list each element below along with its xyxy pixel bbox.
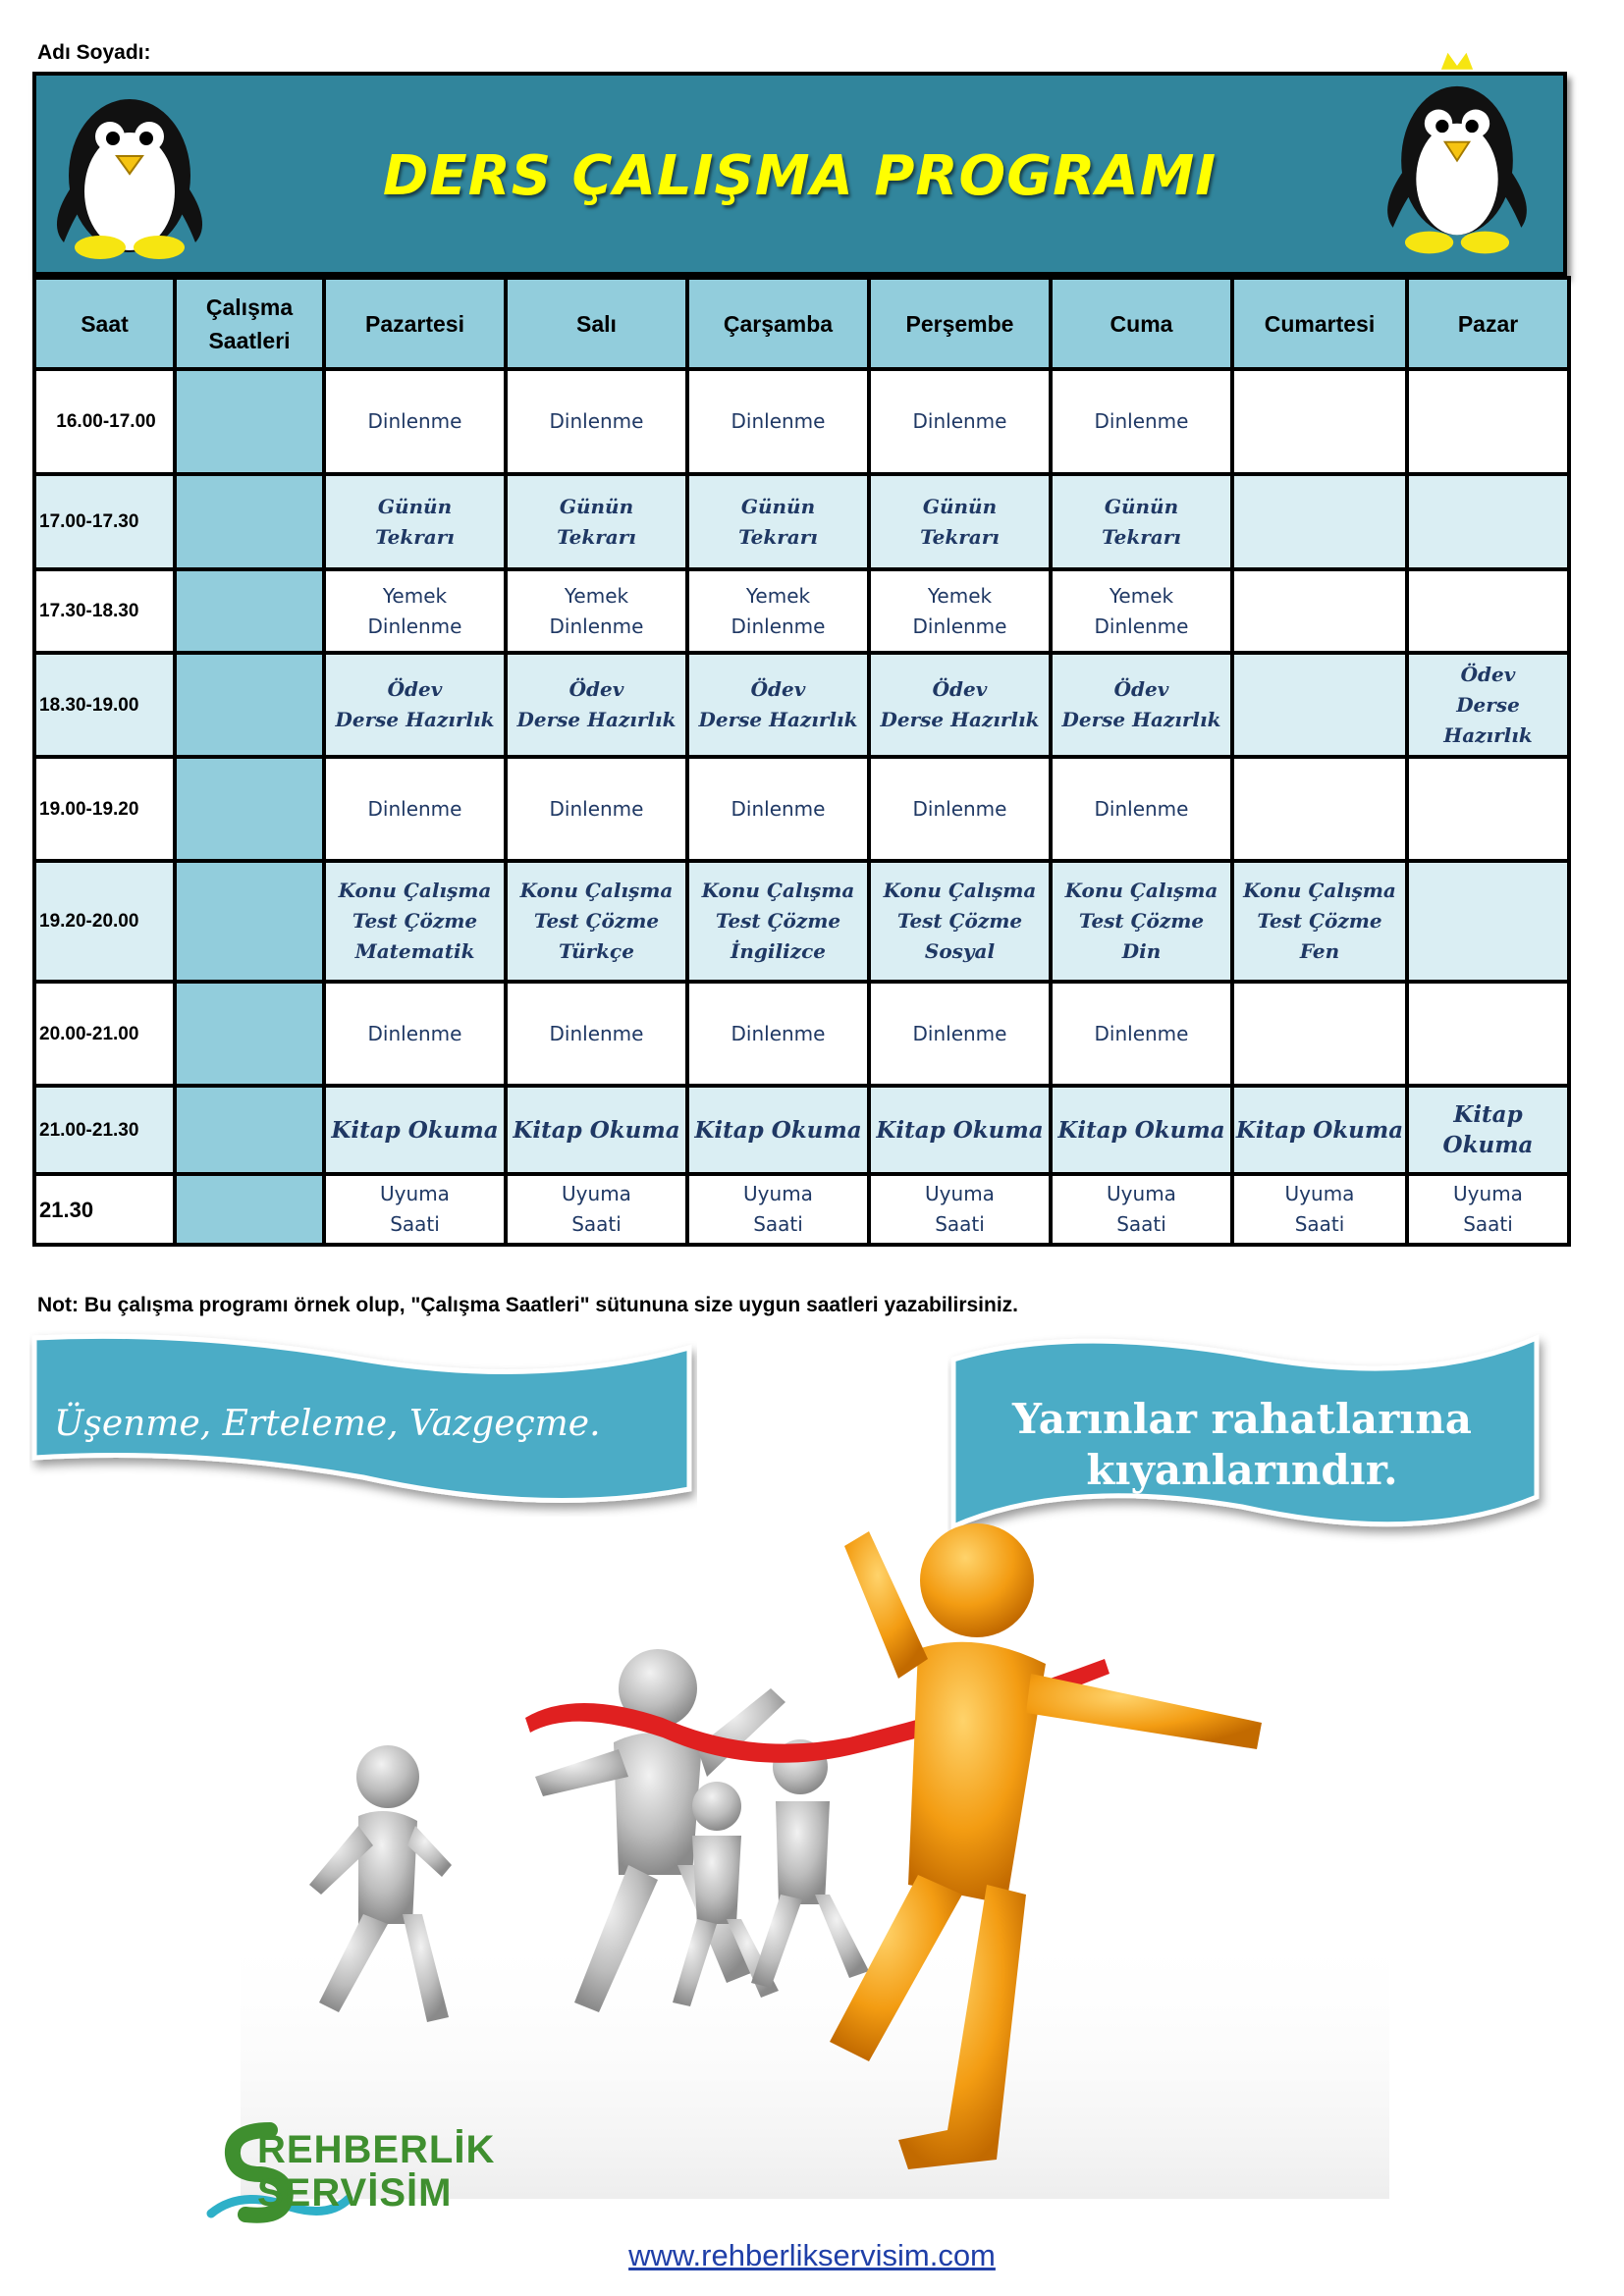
logo-text: [257, 2128, 495, 2215]
table-row: [34, 861, 1569, 982]
table-row: [34, 653, 1569, 757]
activity-cell: Ödev Derse Hazırlık: [1051, 653, 1232, 757]
activity-cell: Uyuma Saati: [687, 1174, 869, 1245]
activity-cell: Dinlenme: [687, 982, 869, 1086]
time-cell: 21.30: [34, 1174, 175, 1245]
study-hours-cell[interactable]: [175, 569, 324, 653]
header-cell-1: Çalışma Saatleri: [175, 278, 324, 369]
activity-cell: Uyuma Saati: [869, 1174, 1051, 1245]
activity-cell: [1407, 569, 1569, 653]
table-header-row: [34, 278, 1569, 369]
title-banner: [32, 72, 1567, 276]
activity-cell: Dinlenme: [324, 757, 506, 861]
activity-cell: Dinlenme: [324, 982, 506, 1086]
study-hours-cell[interactable]: [175, 474, 324, 569]
activity-cell: Ödev Derse Hazırlık: [1407, 653, 1569, 757]
table-row: [34, 369, 1569, 474]
activity-cell: [1407, 757, 1569, 861]
study-hours-cell[interactable]: [175, 1086, 324, 1174]
activity-cell: Uyuma Saati: [506, 1174, 687, 1245]
name-label: Adı Soyadı:: [37, 41, 151, 64]
activity-cell: Dinlenme: [687, 369, 869, 474]
activity-cell: Kitap Okuma: [506, 1086, 687, 1174]
activity-cell: Kitap Okuma: [687, 1086, 869, 1174]
logo-line1: REHBERLİK: [257, 2128, 496, 2171]
activity-cell: [1407, 982, 1569, 1086]
activity-cell: Dinlenme: [869, 757, 1051, 861]
header-cell-5: Perşembe: [869, 278, 1051, 369]
study-hours-cell[interactable]: [175, 653, 324, 757]
activity-cell: [1232, 369, 1407, 474]
header-cell-3: Salı: [506, 278, 687, 369]
activity-cell: Uyuma Saati: [324, 1174, 506, 1245]
activity-cell: Ödev Derse Hazırlık: [687, 653, 869, 757]
study-hours-cell[interactable]: [175, 757, 324, 861]
schedule-table: [32, 276, 1571, 1247]
activity-cell: Dinlenme: [687, 757, 869, 861]
time-cell: 19.00-19.20: [34, 757, 175, 861]
header-cell-2: Pazartesi: [324, 278, 506, 369]
activity-cell: [1407, 474, 1569, 569]
header-cell-8: Pazar: [1407, 278, 1569, 369]
penguin-right-icon: [1369, 48, 1545, 259]
activity-cell: Ödev Derse Hazırlık: [869, 653, 1051, 757]
table-row: [34, 474, 1569, 569]
time-cell: 19.20-20.00: [34, 861, 175, 982]
activity-cell: Dinlenme: [506, 369, 687, 474]
table-row: [34, 1086, 1569, 1174]
activity-cell: Dinlenme: [324, 369, 506, 474]
note-text: Not: Bu çalışma programı örnek olup, "Çalışma Saatleri" sütununa size uygun saatleri yazabilirsiniz.: [37, 1294, 1019, 1316]
time-cell: 21.00-21.30: [34, 1086, 175, 1174]
activity-cell: [1232, 569, 1407, 653]
activity-cell: Kitap Okuma: [324, 1086, 506, 1174]
table-row: [34, 982, 1569, 1086]
time-cell: 20.00-21.00: [34, 982, 175, 1086]
activity-cell: [1232, 757, 1407, 861]
study-hours-cell[interactable]: [175, 1174, 324, 1245]
time-cell: 18.30-19.00: [34, 653, 175, 757]
time-cell: 17.00-17.30: [34, 474, 175, 569]
page-title: DERS ÇALIŞMA PROGRAMI: [382, 144, 1218, 208]
activity-cell: Yemek Dinlenme: [869, 569, 1051, 653]
activity-cell: Dinlenme: [1051, 757, 1232, 861]
activity-cell: Ödev Derse Hazırlık: [506, 653, 687, 757]
activity-cell: Kitap Okuma: [1051, 1086, 1232, 1174]
header-cell-6: Cuma: [1051, 278, 1232, 369]
activity-cell: Günün Tekrarı: [687, 474, 869, 569]
header-cell-0: Saat: [34, 278, 175, 369]
website-link[interactable]: www.rehberlikservisim.com: [628, 2238, 996, 2272]
table-row: [34, 569, 1569, 653]
activity-cell: Konu Çalışma Test Çözme Sosyal: [869, 861, 1051, 982]
header-cell-7: Cumartesi: [1232, 278, 1407, 369]
activity-cell: Konu Çalışma Test Çözme Fen: [1232, 861, 1407, 982]
logo-line2: SERVİSİM: [257, 2171, 453, 2215]
table-row: [34, 757, 1569, 861]
activity-cell: Günün Tekrarı: [506, 474, 687, 569]
activity-cell: Dinlenme: [506, 757, 687, 861]
activity-cell: Ödev Derse Hazırlık: [324, 653, 506, 757]
activity-cell: Uyuma Saati: [1051, 1174, 1232, 1245]
activity-cell: Dinlenme: [869, 982, 1051, 1086]
activity-cell: [1232, 653, 1407, 757]
activity-cell: Yemek Dinlenme: [324, 569, 506, 653]
time-cell: 17.30-18.30: [34, 569, 175, 653]
activity-cell: Kitap Okuma: [869, 1086, 1051, 1174]
activity-cell: Konu Çalışma Test Çözme Matematik: [324, 861, 506, 982]
activity-cell: Uyuma Saati: [1232, 1174, 1407, 1245]
activity-cell: Günün Tekrarı: [324, 474, 506, 569]
activity-cell: Kitap Okuma: [1232, 1086, 1407, 1174]
activity-cell: Dinlenme: [506, 982, 687, 1086]
activity-cell: Konu Çalışma Test Çözme Din: [1051, 861, 1232, 982]
table-row: [34, 1174, 1569, 1245]
activity-cell: Konu Çalışma Test Çözme Türkçe: [506, 861, 687, 982]
activity-cell: Günün Tekrarı: [869, 474, 1051, 569]
activity-cell: Günün Tekrarı: [1051, 474, 1232, 569]
quote-right: Yarınlar rahatlarına kıyanlarındır.: [1012, 1395, 1472, 1494]
study-hours-cell[interactable]: [175, 369, 324, 474]
race-finish-illustration: [241, 1492, 1389, 2199]
activity-cell: [1407, 861, 1569, 982]
study-hours-cell[interactable]: [175, 982, 324, 1086]
activity-cell: Uyuma Saati: [1407, 1174, 1569, 1245]
activity-cell: Yemek Dinlenme: [506, 569, 687, 653]
study-hours-cell[interactable]: [175, 861, 324, 982]
time-cell: 16.00-17.00: [34, 369, 175, 474]
quote-left: Üşenme, Erteleme, Vazgeçme.: [54, 1404, 601, 1444]
activity-cell: [1232, 982, 1407, 1086]
header-cell-4: Çarşamba: [687, 278, 869, 369]
table-body: [34, 369, 1569, 1245]
activity-cell: Konu Çalışma Test Çözme İngilizce: [687, 861, 869, 982]
activity-cell: [1232, 474, 1407, 569]
activity-cell: Dinlenme: [869, 369, 1051, 474]
activity-cell: [1407, 369, 1569, 474]
activity-cell: Yemek Dinlenme: [1051, 569, 1232, 653]
activity-cell: Yemek Dinlenme: [687, 569, 869, 653]
activity-cell: Dinlenme: [1051, 982, 1232, 1086]
activity-cell: Kitap Okuma: [1407, 1086, 1569, 1174]
activity-cell: Dinlenme: [1051, 369, 1232, 474]
